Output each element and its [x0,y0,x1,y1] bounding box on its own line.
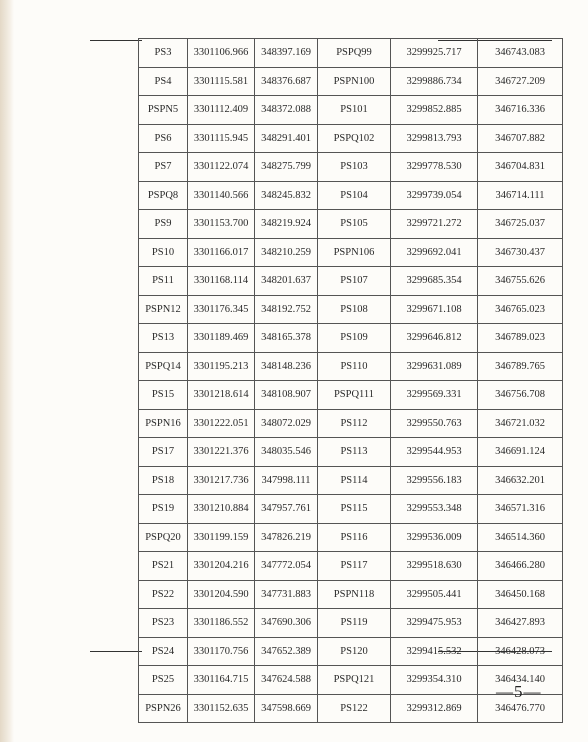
x-coordinate-left-cell: 3301152.635 [188,694,255,723]
y-coordinate-left-cell: 348245.832 [255,181,318,210]
point-id-left-cell: PS17 [139,438,188,467]
y-coordinate-left-cell: 348165.378 [255,324,318,353]
y-coordinate-right-cell: 346756.708 [478,381,563,410]
y-coordinate-right-cell: 346714.111 [478,181,563,210]
y-coordinate-right-cell: 346450.168 [478,580,563,609]
page-edge-shadow [0,0,14,742]
table-row [139,96,563,125]
table-row [139,523,563,552]
point-id-left-cell: PS24 [139,637,188,666]
x-coordinate-right-cell: 3299685.354 [391,267,478,296]
y-coordinate-left-cell: 347731.883 [255,580,318,609]
y-coordinate-left-cell: 347652.389 [255,637,318,666]
point-id-left-cell: PS3 [139,39,188,68]
x-coordinate-right-cell: 3299550.763 [391,409,478,438]
point-id-left-cell: PS25 [139,666,188,695]
x-coordinate-right-cell: 3299553.348 [391,495,478,524]
point-id-right-cell: PS113 [318,438,391,467]
point-id-left-cell: PS23 [139,609,188,638]
table-row [139,39,563,68]
y-coordinate-left-cell: 347690.306 [255,609,318,638]
point-id-left-cell: PSPN26 [139,694,188,723]
x-coordinate-left-cell: 3301122.074 [188,153,255,182]
table-row [139,466,563,495]
y-coordinate-left-cell: 348192.752 [255,295,318,324]
y-coordinate-left-cell: 348210.259 [255,238,318,267]
x-coordinate-right-cell: 3299518.630 [391,552,478,581]
x-coordinate-right-cell: 3299569.331 [391,381,478,410]
y-coordinate-right-cell: 346632.201 [478,466,563,495]
x-coordinate-right-cell: 3299354.310 [391,666,478,695]
point-id-right-cell: PS103 [318,153,391,182]
point-id-right-cell: PS117 [318,552,391,581]
point-id-left-cell: PS6 [139,124,188,153]
x-coordinate-left-cell: 3301186.552 [188,609,255,638]
x-coordinate-left-cell: 3301204.216 [188,552,255,581]
y-coordinate-right-cell: 346725.037 [478,210,563,239]
y-coordinate-right-cell: 346466.280 [478,552,563,581]
point-id-left-cell: PS21 [139,552,188,581]
point-id-right-cell: PS122 [318,694,391,723]
x-coordinate-left-cell: 3301199.159 [188,523,255,552]
x-coordinate-right-cell: 3299505.441 [391,580,478,609]
point-id-right-cell: PS107 [318,267,391,296]
table-row [139,409,563,438]
table-row [139,238,563,267]
point-id-right-cell: PS105 [318,210,391,239]
table-row [139,381,563,410]
y-coordinate-right-cell: 346476.770 [478,694,563,723]
point-id-left-cell: PSPN12 [139,295,188,324]
y-coordinate-right-cell: 346789.023 [478,324,563,353]
x-coordinate-right-cell: 3299646.812 [391,324,478,353]
point-id-right-cell: PSPN118 [318,580,391,609]
y-coordinate-right-cell: 346755.626 [478,267,563,296]
point-id-left-cell: PS18 [139,466,188,495]
x-coordinate-left-cell: 3301106.966 [188,39,255,68]
point-id-right-cell: PSPN106 [318,238,391,267]
x-coordinate-right-cell: 3299692.041 [391,238,478,267]
table-row [139,495,563,524]
y-coordinate-right-cell: 346743.083 [478,39,563,68]
y-coordinate-right-cell: 346691.124 [478,438,563,467]
y-coordinate-right-cell: 346434.140 [478,666,563,695]
point-id-right-cell: PSPQ99 [318,39,391,68]
y-coordinate-right-cell: 346427.893 [478,609,563,638]
x-coordinate-right-cell: 3299475.953 [391,609,478,638]
x-coordinate-right-cell: 3299536.009 [391,523,478,552]
x-coordinate-left-cell: 3301112.409 [188,96,255,125]
y-coordinate-right-cell: 346765.023 [478,295,563,324]
y-coordinate-right-cell: 346721.032 [478,409,563,438]
y-coordinate-left-cell: 348372.088 [255,96,318,125]
point-id-right-cell: PSPQ121 [318,666,391,695]
y-coordinate-right-cell: 346707.882 [478,124,563,153]
point-id-left-cell: PSPN5 [139,96,188,125]
table-row [139,609,563,638]
point-id-left-cell: PS9 [139,210,188,239]
x-coordinate-right-cell: 3299778.530 [391,153,478,182]
y-coordinate-left-cell: 347598.669 [255,694,318,723]
point-id-right-cell: PS114 [318,466,391,495]
coordinate-table [138,38,563,723]
point-id-right-cell: PS109 [318,324,391,353]
y-coordinate-left-cell: 347826.219 [255,523,318,552]
point-id-right-cell: PSPQ111 [318,381,391,410]
point-id-left-cell: PS19 [139,495,188,524]
y-coordinate-right-cell: 346514.360 [478,523,563,552]
x-coordinate-left-cell: 3301153.700 [188,210,255,239]
point-id-left-cell: PS4 [139,67,188,96]
x-coordinate-right-cell: 3299925.717 [391,39,478,68]
point-id-left-cell: PSPQ20 [139,523,188,552]
y-coordinate-right-cell: 346704.831 [478,153,563,182]
x-coordinate-left-cell: 3301168.114 [188,267,255,296]
y-coordinate-right-cell: 346428.073 [478,637,563,666]
table-row [139,438,563,467]
y-coordinate-right-cell: 346730.437 [478,238,563,267]
point-id-left-cell: PS11 [139,267,188,296]
coordinate-table-body [139,39,563,723]
point-id-left-cell: PS10 [139,238,188,267]
table-row [139,295,563,324]
y-coordinate-left-cell: 348219.924 [255,210,318,239]
x-coordinate-right-cell: 3299852.885 [391,96,478,125]
point-id-left-cell: PSPQ8 [139,181,188,210]
table-row [139,153,563,182]
y-coordinate-left-cell: 347772.054 [255,552,318,581]
x-coordinate-right-cell: 3299671.108 [391,295,478,324]
y-coordinate-left-cell: 348376.687 [255,67,318,96]
x-coordinate-right-cell: 3299631.089 [391,352,478,381]
x-coordinate-left-cell: 3301217.736 [188,466,255,495]
point-id-right-cell: PS115 [318,495,391,524]
point-id-right-cell: PS116 [318,523,391,552]
y-coordinate-left-cell: 348275.799 [255,153,318,182]
point-id-right-cell: PSPQ102 [318,124,391,153]
y-coordinate-left-cell: 347998.111 [255,466,318,495]
point-id-right-cell: PS120 [318,637,391,666]
y-coordinate-left-cell: 348397.169 [255,39,318,68]
y-coordinate-right-cell: 346727.209 [478,67,563,96]
page-number: —5— [496,682,542,701]
point-id-right-cell: PS119 [318,609,391,638]
table-row [139,181,563,210]
y-coordinate-left-cell: 348108.907 [255,381,318,410]
x-coordinate-left-cell: 3301115.945 [188,124,255,153]
x-coordinate-left-cell: 3301176.345 [188,295,255,324]
x-coordinate-left-cell: 3301189.469 [188,324,255,353]
x-coordinate-right-cell: 3299739.054 [391,181,478,210]
point-id-left-cell: PS13 [139,324,188,353]
point-id-left-cell: PS7 [139,153,188,182]
table-row [139,580,563,609]
x-coordinate-right-cell: 3299556.183 [391,466,478,495]
point-id-right-cell: PS110 [318,352,391,381]
y-coordinate-left-cell: 348291.401 [255,124,318,153]
x-coordinate-right-cell: 3299544.953 [391,438,478,467]
x-coordinate-right-cell: 3299886.734 [391,67,478,96]
y-coordinate-left-cell: 348035.546 [255,438,318,467]
x-coordinate-left-cell: 3301164.715 [188,666,255,695]
top-rule-left [90,40,142,41]
table-row [139,324,563,353]
y-coordinate-left-cell: 348148.236 [255,352,318,381]
x-coordinate-left-cell: 3301210.884 [188,495,255,524]
table-row [139,210,563,239]
point-id-left-cell: PSPQ14 [139,352,188,381]
point-id-right-cell: PS104 [318,181,391,210]
x-coordinate-right-cell: 3299312.869 [391,694,478,723]
x-coordinate-left-cell: 3301115.581 [188,67,255,96]
x-coordinate-left-cell: 3301222.051 [188,409,255,438]
y-coordinate-left-cell: 348201.637 [255,267,318,296]
y-coordinate-right-cell: 346716.336 [478,96,563,125]
y-coordinate-left-cell: 347624.588 [255,666,318,695]
x-coordinate-left-cell: 3301195.213 [188,352,255,381]
point-id-left-cell: PS22 [139,580,188,609]
point-id-right-cell: PSPN100 [318,67,391,96]
table-row [139,352,563,381]
y-coordinate-right-cell: 346789.765 [478,352,563,381]
x-coordinate-left-cell: 3301221.376 [188,438,255,467]
table-row [139,552,563,581]
x-coordinate-left-cell: 3301170.756 [188,637,255,666]
x-coordinate-left-cell: 3301204.590 [188,580,255,609]
x-coordinate-right-cell: 3299813.793 [391,124,478,153]
y-coordinate-left-cell: 347957.761 [255,495,318,524]
point-id-right-cell: PS112 [318,409,391,438]
point-id-left-cell: PS15 [139,381,188,410]
x-coordinate-left-cell: 3301218.614 [188,381,255,410]
bottom-rule-left [90,651,142,652]
x-coordinate-left-cell: 3301140.566 [188,181,255,210]
x-coordinate-right-cell: 3299415.532 [391,637,478,666]
point-id-right-cell: PS108 [318,295,391,324]
y-coordinate-right-cell: 346571.316 [478,495,563,524]
y-coordinate-left-cell: 348072.029 [255,409,318,438]
table-row [139,67,563,96]
x-coordinate-right-cell: 3299721.272 [391,210,478,239]
table-row [139,124,563,153]
table-row [139,267,563,296]
point-id-right-cell: PS101 [318,96,391,125]
x-coordinate-left-cell: 3301166.017 [188,238,255,267]
table-row [139,637,563,666]
point-id-left-cell: PSPN16 [139,409,188,438]
